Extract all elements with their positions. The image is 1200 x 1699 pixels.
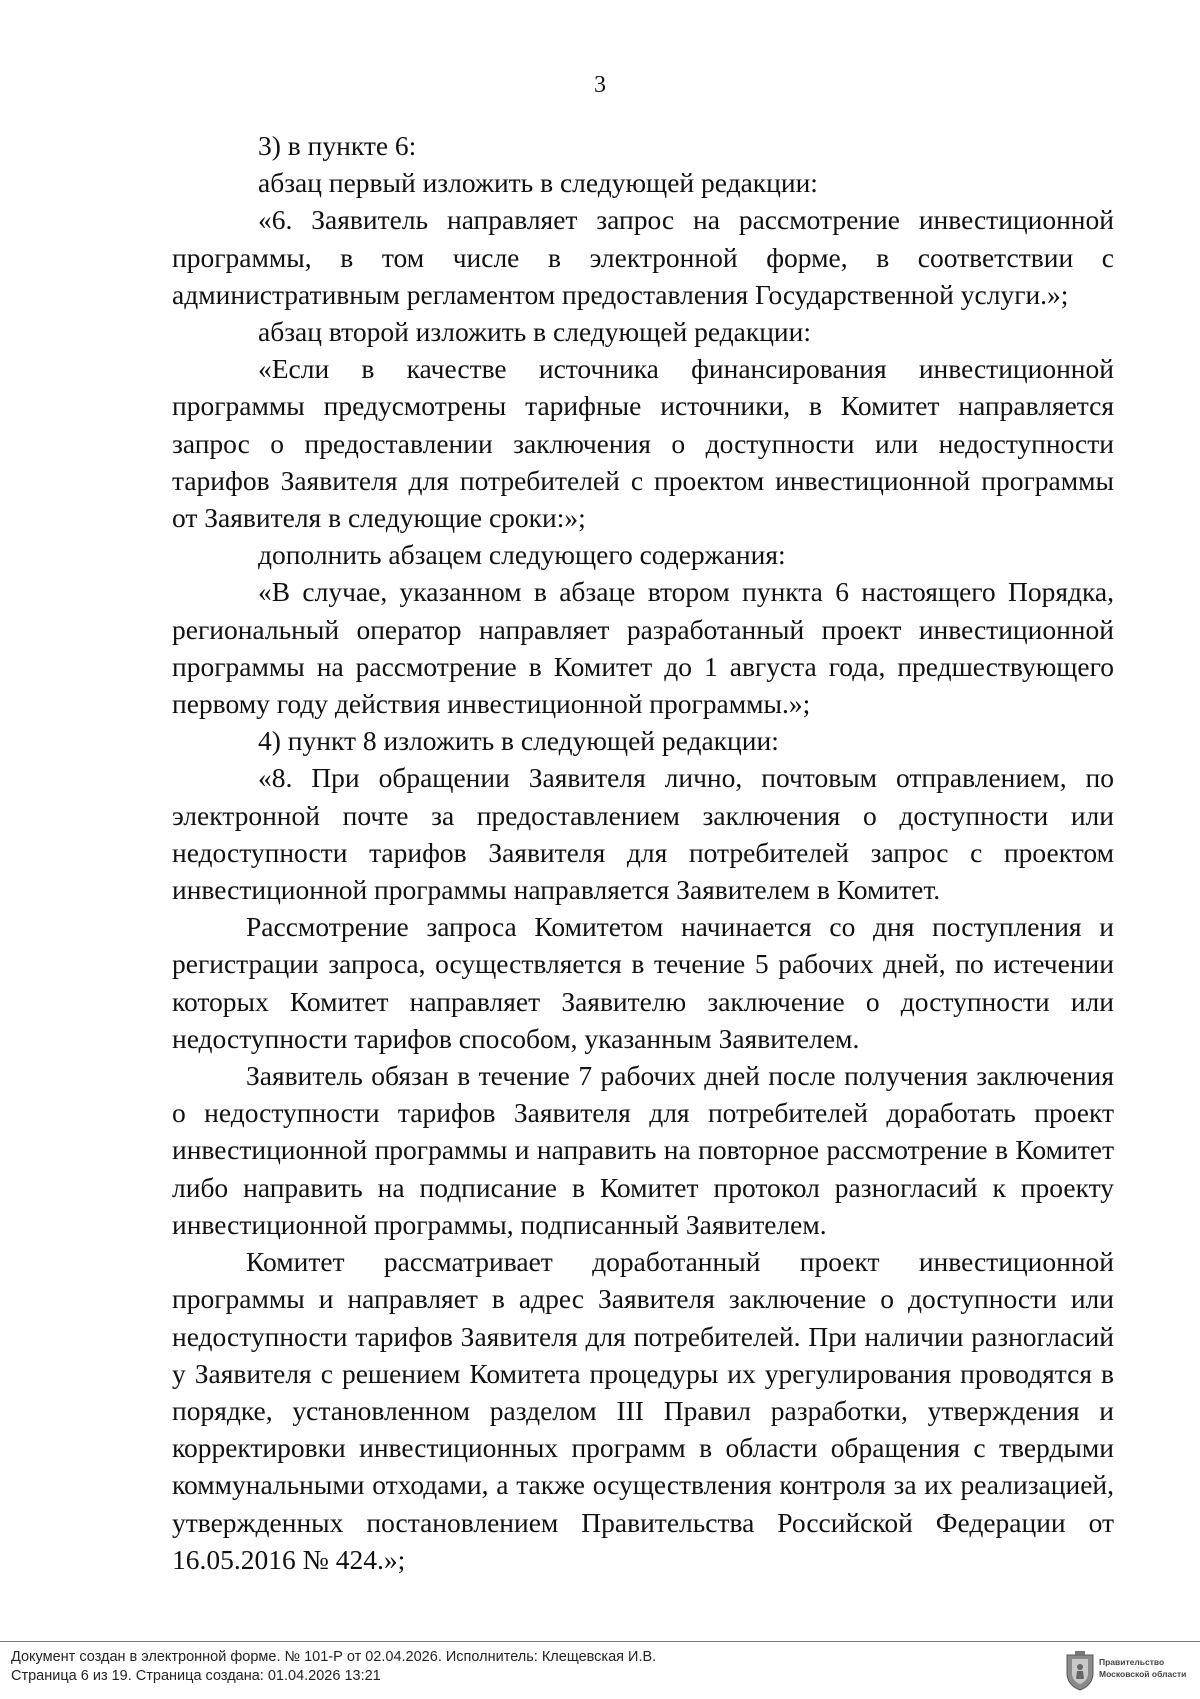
government-label: Правительство Московской области: [1099, 1657, 1187, 1679]
paragraph: дополнить абзацем следующего содержания:: [258, 539, 786, 571]
paragraph: Заявитель обязан в течение 7 рабочих дней после получения заключения о недоступности тарифов Заявителя для потребителей доработать проект инвестиционной программы и направить на повторное рассмотрение в Комитет либо направить на подписание в Комитет протокол разногласий к проекту инвестиционной программы, подписанный Заявителем.: [172, 1060, 1114, 1240]
paragraph: 3) в пункте 6:: [258, 130, 417, 161]
paragraph: абзац второй изложить в следующей редакции:: [258, 316, 812, 348]
paragraph: 4) пункт 8 изложить в следующей редакции:: [258, 725, 779, 757]
government-logo: [1063, 1649, 1193, 1691]
footer-document-info: Документ создан в электронной форме. № 101-Р от 02.04.2026. Исполнитель: Клещевская И.В.: [11, 1649, 657, 1665]
document-footer: [0, 1641, 1200, 1699]
document-body: [172, 127, 1114, 1578]
paragraph: «6. Заявитель направляет запрос на рассмотрение инвестиционной программы, в том числе в электронной форме, в соответствии с административным регламентом предоставления Государственной услуги.»;: [172, 204, 1114, 310]
paragraph: «В случае, указанном в абзаце втором пункта 6 настоящего Порядка, региональный оператор направляет разработанный проект инвестиционной программы на рассмотрение в Комитет до 1 августа года, предшествующего первому году действия инвестиционной программы.»;: [172, 576, 1114, 720]
paragraph: абзац первый изложить в следующей редакции:: [258, 167, 818, 199]
moscow-oblast-emblem-icon: [1063, 1649, 1097, 1691]
paragraph: «8. При обращении Заявителя лично, почтовым отправлением, по электронной почте за предоставлением заключения о доступности или недоступности тарифов Заявителя для потребителей запрос с проектом инвестиционной программы направляется Заявителем в Комитет.: [172, 762, 1114, 906]
footer-text: [11, 1648, 656, 1686]
paragraph: «Если в качестве источника финансирования инвестиционной программы предусмотрены тарифные источники, в Комитет направляется запрос о предоставлении заключения о доступности или недоступности тарифов Заявителя для потребителей с проектом инвестиционной программы от Заявителя в следующие сроки:»;: [172, 353, 1114, 534]
footer-page-info: Страница 6 из 19. Страница создана: 01.04.2026 13:21: [11, 1668, 381, 1684]
paragraph: Рассмотрение запроса Комитетом начинается со дня поступления и регистрации запроса, осуществляется в течение 5 рабочих дней, по истечении которых Комитет направляет Заявителю заключение о доступности или недоступности тарифов способом, указанным Заявителем.: [172, 911, 1114, 1054]
page-number: 3: [594, 72, 606, 98]
paragraph: Комитет рассматривает доработанный проект инвестиционной программы и направляет в адрес Заявителя заключение о доступности или недоступности тарифов Заявителя для потребителей. При наличии разногласий у Заявителя с решением Комитета процедуры их урегулирования проводятся в порядке, установленном разделом III Правил разработки, утверждения и корректировки инвестиционных программ в области обращения с твердыми коммунальными отходами, а также осуществления контроля за их реализацией, утвержденных постановлением Правительства Российской Федерации от 16.05.2016 № 424.»;: [172, 1246, 1114, 1575]
